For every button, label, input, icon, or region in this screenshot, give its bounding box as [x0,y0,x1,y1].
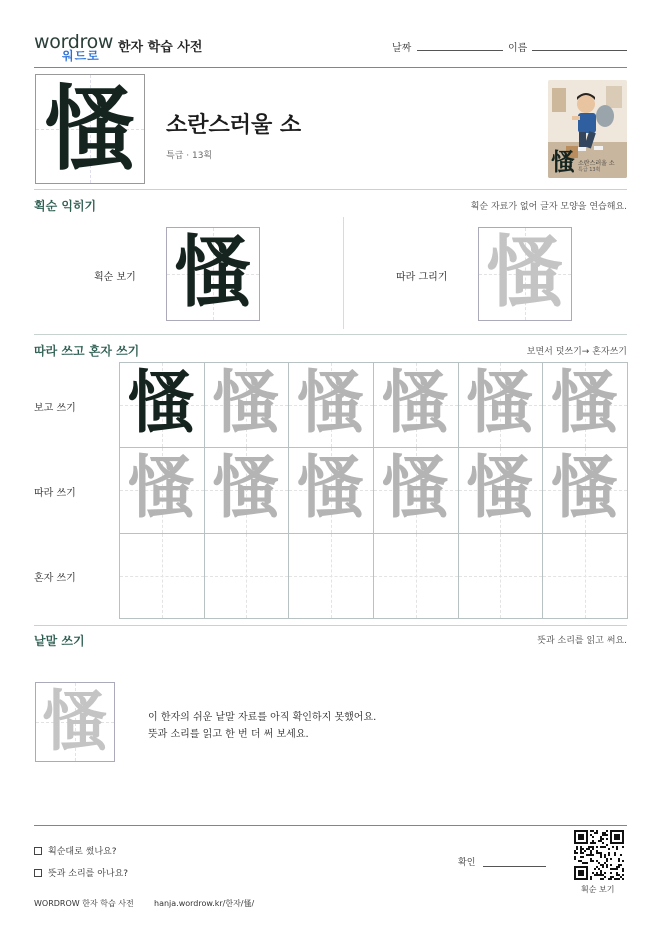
stroke-view-box [166,227,260,321]
check-item-label: 뜻과 소리를 아나요? [48,869,129,879]
stroke-section-title: 획순 익히기 [34,199,97,213]
grade-stroke-meta: 특급 · 13획 [166,151,213,161]
practice-hanja: 慅 [465,363,534,443]
check-item-meaning[interactable] [34,866,128,879]
confirm-signature-line[interactable] [483,866,546,867]
practice-cell-see[interactable] [288,362,374,448]
checkbox[interactable] [34,847,42,855]
practice-hanja: 慅 [381,363,450,443]
practice-cell-trace[interactable] [458,447,544,533]
trace-label: 따라 그리기 [396,272,448,283]
practice-cell-see[interactable] [119,362,205,448]
word-message-line2: 뜻과 소리를 읽고 한 번 더 써 보세요. [148,729,309,740]
writing-section-title: 따라 쓰고 혼자 쓰기 [34,344,140,358]
practice-cell-trace[interactable] [204,447,290,533]
app-title: 한자 학습 사전 [118,40,203,55]
wordrow-logo: wordrow [34,31,114,53]
practice-cell-alone[interactable] [458,533,544,619]
wordrow-logo-korean: 워드로 [62,49,100,63]
practice-cell-trace[interactable] [542,447,628,533]
hero-divider [34,189,627,190]
hero-hanja-box [35,74,145,184]
practice-hanja: 慅 [296,448,365,529]
hero-hanja: 慅 [43,75,136,183]
stroke-view-hanja: 慅 [173,227,252,318]
qr-code[interactable] [574,830,624,880]
practice-cell-alone[interactable] [119,533,205,619]
stroke-section-note: 획순 자료가 없어 글자 모양을 연습해요. [470,202,627,212]
stroke-section-divider [343,217,344,329]
checkbox[interactable] [34,869,42,877]
writing-section-note: 보면서 덧쓰기→ 혼자쓰기 [526,347,627,357]
check-item-stroke-order[interactable] [34,844,117,857]
practice-hanja: 慅 [127,363,196,443]
footer-url[interactable]: hanja.wordrow.kr/한자/慅/ [154,899,255,908]
thumbnail-caption-1: 소란스러울 소 [578,160,615,167]
row-label-see: 보고 쓰기 [34,403,76,414]
practice-grid [119,362,627,618]
practice-cell-trace[interactable] [373,447,459,533]
practice-cell-alone[interactable] [542,533,628,619]
practice-cell-see[interactable] [542,362,628,448]
practice-hanja: 慅 [127,448,196,529]
date-field-line[interactable] [417,50,503,51]
confirm-label: 확인 [458,858,476,868]
stroke-divider [34,334,627,335]
word-section-title: 낱말 쓰기 [34,634,85,648]
footer-brand: WORDROW 한자 학습 사전 [34,899,134,908]
practice-hanja: 慅 [211,448,280,529]
practice-cell-alone[interactable] [204,533,290,619]
trace-hanja: 慅 [485,227,564,318]
practice-hanja: 慅 [381,448,450,529]
practice-cell-see[interactable] [458,362,544,448]
stroke-view-label: 획순 보기 [94,272,136,283]
check-item-label: 획순대로 썼나요? [48,847,117,857]
header-divider [34,67,627,68]
practice-hanja: 慅 [550,363,619,443]
qr-label: 획순 보기 [581,885,615,894]
row-label-trace: 따라 쓰기 [34,488,76,499]
practice-cell-see[interactable] [204,362,290,448]
practice-cell-trace[interactable] [288,447,374,533]
practice-hanja: 慅 [465,448,534,529]
practice-hanja: 慅 [296,363,365,443]
row-label-alone: 혼자 쓰기 [34,573,76,584]
trace-box[interactable] [478,227,572,321]
name-label: 이름 [508,43,528,54]
date-label: 날짜 [392,43,412,54]
word-hanja-box[interactable] [35,682,115,762]
word-section-note: 뜻과 소리를 읽고 써요. [537,636,627,646]
illustration-thumbnail [548,80,627,178]
practice-cell-see[interactable] [373,362,459,448]
practice-hanja: 慅 [211,363,280,443]
writing-divider [34,625,627,626]
page-title: 소란스러울 소 [166,113,302,138]
qr-code-graphic [574,830,624,880]
practice-cell-alone[interactable] [373,533,459,619]
checklist-divider [34,825,627,826]
thumbnail-caption-2: 특급 13획 [578,167,601,173]
practice-cell-alone[interactable] [288,533,374,619]
practice-cell-trace[interactable] [119,447,205,533]
word-hanja: 慅 [42,682,108,760]
name-field-line[interactable] [532,50,627,51]
practice-hanja: 慅 [550,448,619,529]
word-message-line1: 이 한자의 쉬운 낱말 자료를 아직 확인하지 못했어요. [148,712,377,723]
thumbnail-hanja: 慅 [551,147,575,176]
